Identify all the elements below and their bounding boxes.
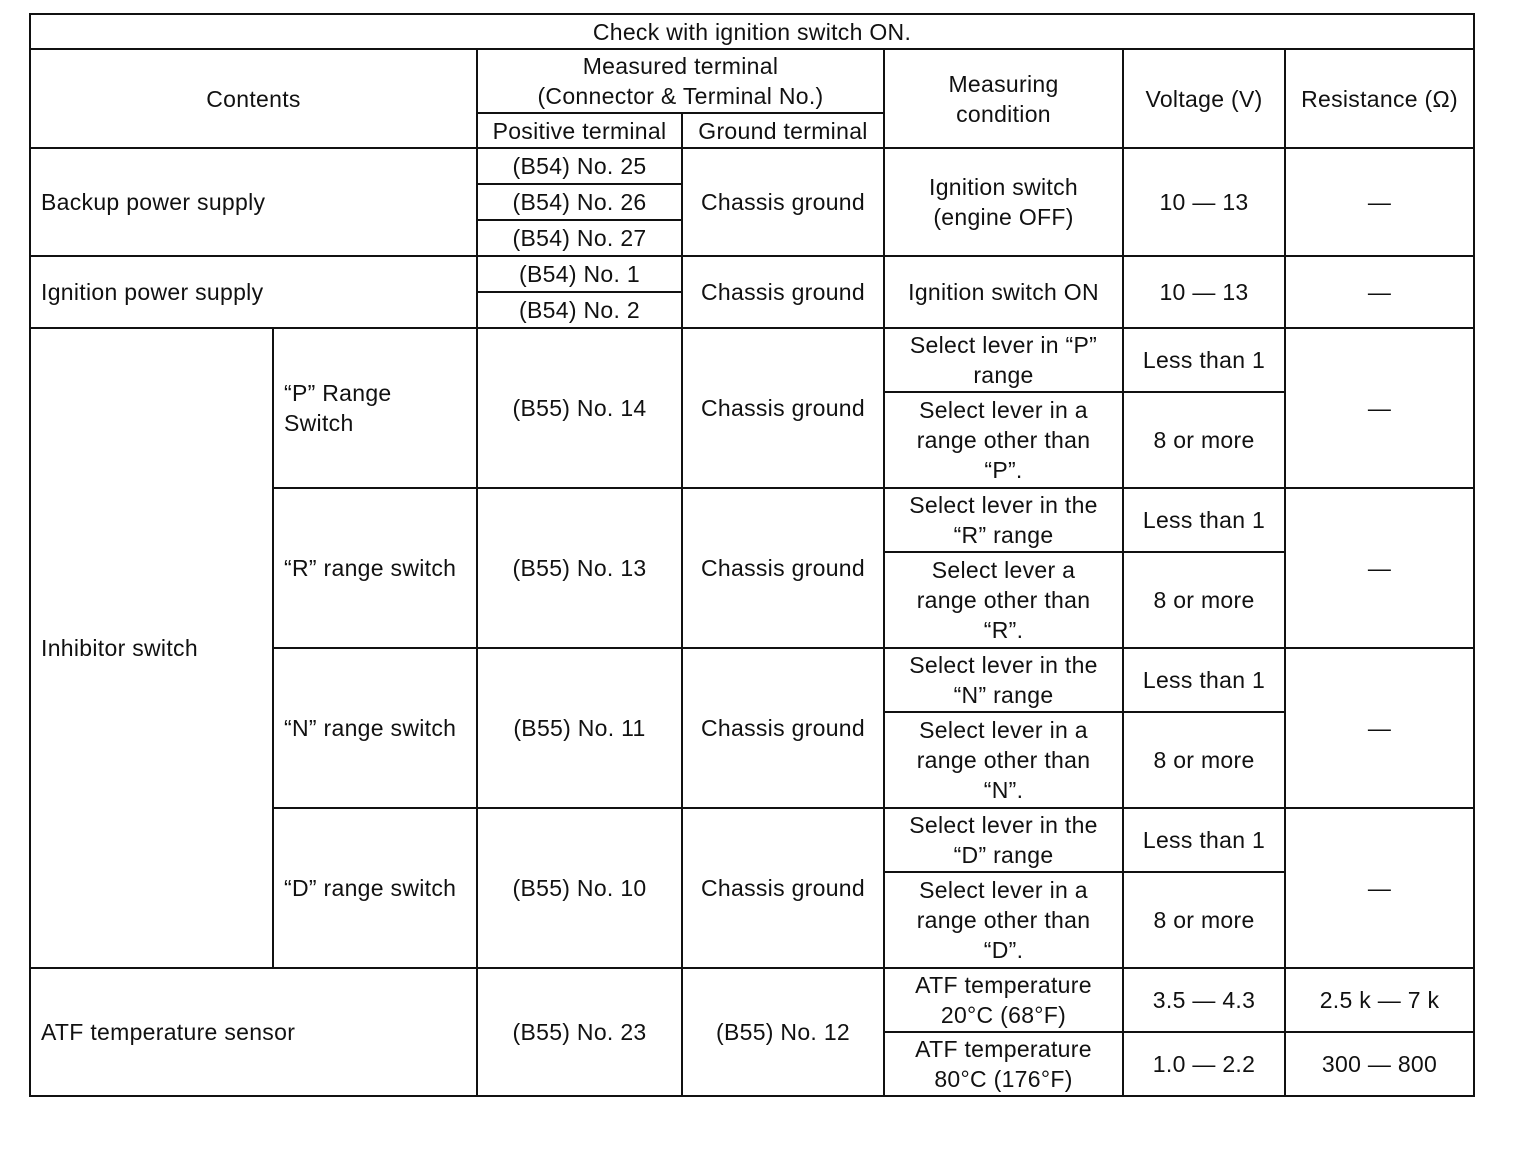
n-voltage-2: 8 or more xyxy=(1123,712,1285,808)
d-positive: (B55) No. 10 xyxy=(477,808,682,968)
p-condition-2: Select lever in a range other than “P”. xyxy=(884,392,1123,488)
backup-resistance: — xyxy=(1285,148,1474,256)
p-condition-1: Select lever in “P” range xyxy=(884,328,1123,392)
n-voltage-1: Less than 1 xyxy=(1123,648,1285,712)
ignition-voltage: 10 — 13 xyxy=(1123,256,1285,328)
d-condition-1: Select lever in the “D” range xyxy=(884,808,1123,872)
n-resistance: — xyxy=(1285,648,1474,808)
header-voltage: Voltage (V) xyxy=(1123,49,1285,148)
header-ground-terminal: Ground terminal xyxy=(682,113,884,148)
r-condition-2: Select lever a range other than “R”. xyxy=(884,552,1123,648)
r-range-switch: “R” range switch xyxy=(273,488,477,648)
n-ground: Chassis ground xyxy=(682,648,884,808)
header-resistance: Resistance (Ω) xyxy=(1285,49,1474,148)
p-positive: (B55) No. 14 xyxy=(477,328,682,488)
n-condition-2: Select lever in a range other than “N”. xyxy=(884,712,1123,808)
r-voltage-2: 8 or more xyxy=(1123,552,1285,648)
atf-resistance-2: 300 — 800 xyxy=(1285,1032,1474,1096)
header-positive-terminal: Positive terminal xyxy=(477,113,682,148)
ignition-positive-1: (B54) No. 1 xyxy=(477,256,682,292)
p-resistance: — xyxy=(1285,328,1474,488)
p-range-switch: “P” Range Switch xyxy=(273,328,477,488)
backup-positive-1: (B54) No. 25 xyxy=(477,148,682,184)
r-positive: (B55) No. 13 xyxy=(477,488,682,648)
n-range-switch: “N” range switch xyxy=(273,648,477,808)
ignition-condition: Ignition switch ON xyxy=(884,256,1123,328)
atf-resistance-1: 2.5 k — 7 k xyxy=(1285,968,1474,1032)
backup-voltage: 10 — 13 xyxy=(1123,148,1285,256)
r-voltage-1: Less than 1 xyxy=(1123,488,1285,552)
atf-positive: (B55) No. 23 xyxy=(477,968,682,1096)
r-condition-1: Select lever in the “R” range xyxy=(884,488,1123,552)
d-condition-2: Select lever in a range other than “D”. xyxy=(884,872,1123,968)
atf-condition-2: ATF temperature 80°C (176°F) xyxy=(884,1032,1123,1096)
ignition-ground: Chassis ground xyxy=(682,256,884,328)
d-range-switch: “D” range switch xyxy=(273,808,477,968)
atf-voltage-2: 1.0 — 2.2 xyxy=(1123,1032,1285,1096)
atf-voltage-1: 3.5 — 4.3 xyxy=(1123,968,1285,1032)
d-voltage-2: 8 or more xyxy=(1123,872,1285,968)
backup-contents: Backup power supply xyxy=(30,148,477,256)
table-title: Check with ignition switch ON. xyxy=(30,14,1474,49)
p-voltage-1: Less than 1 xyxy=(1123,328,1285,392)
d-voltage-1: Less than 1 xyxy=(1123,808,1285,872)
header-measured-terminal: Measured terminal (Connector & Terminal No.) xyxy=(477,49,884,113)
ignition-resistance: — xyxy=(1285,256,1474,328)
backup-positive-2: (B54) No. 26 xyxy=(477,184,682,220)
d-resistance: — xyxy=(1285,808,1474,968)
header-measuring-condition: Measuring condition xyxy=(884,49,1123,148)
p-ground: Chassis ground xyxy=(682,328,884,488)
atf-condition-1: ATF temperature 20°C (68°F) xyxy=(884,968,1123,1032)
r-ground: Chassis ground xyxy=(682,488,884,648)
n-condition-1: Select lever in the “N” range xyxy=(884,648,1123,712)
header-contents: Contents xyxy=(30,49,477,148)
atf-contents: ATF temperature sensor xyxy=(30,968,477,1096)
inhibitor-contents: Inhibitor switch xyxy=(30,328,273,968)
backup-ground: Chassis ground xyxy=(682,148,884,256)
p-voltage-2: 8 or more xyxy=(1123,392,1285,488)
atf-ground: (B55) No. 12 xyxy=(682,968,884,1096)
backup-condition: Ignition switch (engine OFF) xyxy=(884,148,1123,256)
backup-positive-3: (B54) No. 27 xyxy=(477,220,682,256)
ignition-contents: Ignition power supply xyxy=(30,256,477,328)
d-ground: Chassis ground xyxy=(682,808,884,968)
r-resistance: — xyxy=(1285,488,1474,648)
terminal-check-table xyxy=(29,13,1475,1097)
ignition-positive-2: (B54) No. 2 xyxy=(477,292,682,328)
n-positive: (B55) No. 11 xyxy=(477,648,682,808)
